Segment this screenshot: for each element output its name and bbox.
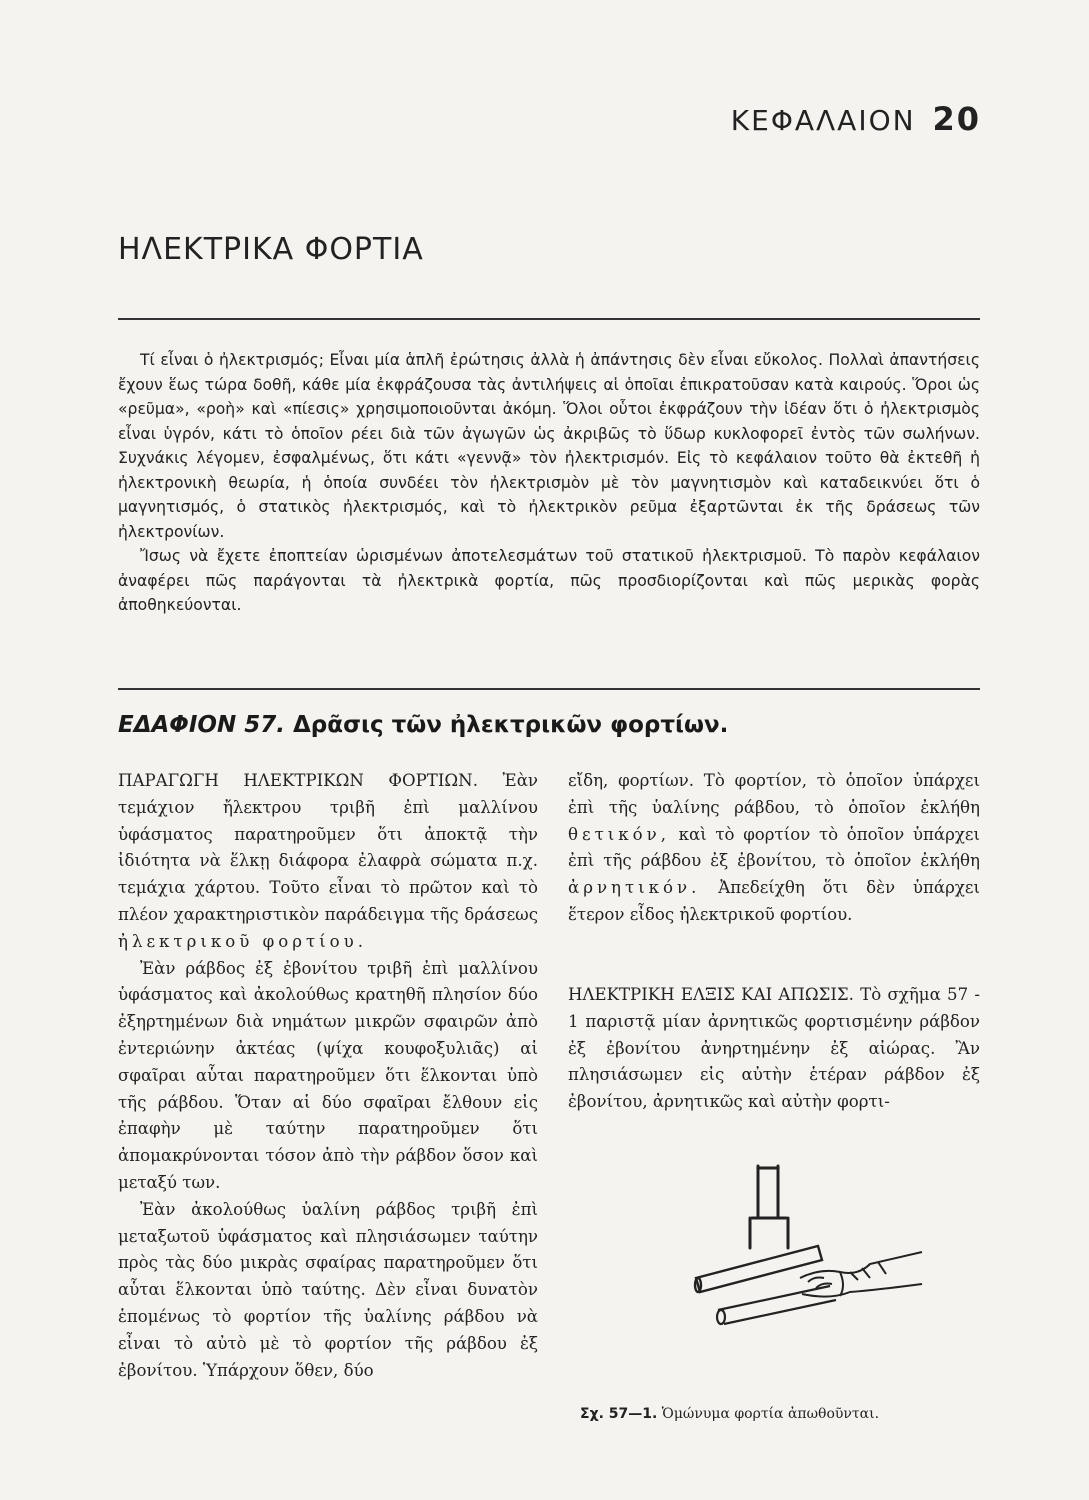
right-column-top (568, 768, 980, 929)
section-divider (118, 688, 980, 690)
right-paragraph-2-body: Τὸ σχῆμα 57 - 1 παριστᾷ μίαν ἀρνητικῶς φορτισμένην ράβδον ἐξ ἐβονίτου ἀνηρτημένην ἐξ αἰώρας. Ἂν πλησιάσωμεν εἰς αὐτὴν ἑτέραν ράβδον ἐξ ἐβονίτου, ἀρνητικῶς καὶ αὐτὴν φορτι- (568, 985, 981, 1112)
subheading-attraction: ΗΛΕΚΤΡΙΚΗ ΕΛΞΙΣ ΚΑΙ ΑΠΩΣΙΣ. (568, 985, 854, 1004)
chapter-number: 20 (932, 100, 981, 138)
emphasis-positive: θετικόν, (568, 824, 670, 844)
left-paragraph-1-body: Ἐὰν τεμάχιον ἤλεκτρου τριβῆ ἐπὶ μαλλίνου ὑφάσματος παρατηροῦμεν ὅτι ἀποκτᾷ τὴν ἰδιότητα νὰ ἕλκῃ διάφορα ἐλαφρὰ σώματα π.χ. τεμάχια χάρτου. Τοῦτο εἶναι τὸ πρῶτον καὶ τὸ πλέον χαρακτηριστικὸν παράδειγμα τῆς δράσεως (118, 771, 538, 924)
hand-sketch (800, 1252, 922, 1297)
subheading-production: ΠΑΡΑΓΩΓΗ ΗΛΕΚΤΡΙΚΩΝ ΦΟΡΤΙΩΝ. (118, 771, 478, 790)
intro-paragraph-2: Ἴσως νὰ ἔχετε ἐποπτείαν ὡρισμένων ἀποτελεσμάτων τοῦ στατικοῦ ἠλεκτρισμοῦ. Τὸ παρὸν κεφάλαιον ἀναφέρει πῶς παράγονται τὰ ἠλεκτρικὰ φορτία, πῶς προσδιορίζονται καὶ πῶς μερικὰς φορὰς ἀποθηκεύονται. (118, 547, 980, 614)
emphasis-negative: ἀρνητικόν. (568, 878, 701, 898)
emphasis-electric-charge: ἠλεκτρικοῦ φορτίου. (118, 931, 367, 951)
left-paragraph-2: Ἐὰν ράβδος ἐξ ἐβονίτου τριβῆ ἐπὶ μαλλίνου ὑφάσματος καὶ ἀκολούθως κρατηθῆ πλησίον δύο ἐξηρτημένων διὰ νημάτων μικρῶν σφαιρῶν ἀπὸ ἐντεριώνην ἀκτέας (ψίχα κουφοξυλιᾶς) αἱ σφαῖραι αὗται παρατηροῦμεν ὅτι ἕλκονται ὑπὸ τῆς ράβδου. Ὅταν αἱ δύο σφαῖραι ἔλθουν εἰς ἐπαφὴν μὲ ταύτην παρατηροῦμεν ὅτι ἀπομακρύνονται τόσον ἀπὸ τὴν ράβδον ὅσον καὶ μεταξύ των. (118, 958, 538, 1192)
section-heading (118, 712, 988, 738)
section-title: Δρᾶσις τῶν ἠλεκτρικῶν φορτίων. (293, 712, 729, 738)
hanging-ebonite-rod (696, 1246, 822, 1292)
intro-paragraph-1: Τί εἶναι ὁ ἠλεκτρισμός; Εἶναι μία ἁπλῆ ἐρώτησις ἀλλὰ ἡ ἀπάντησις δὲν εἶναι εὔκολος. Πολλαὶ ἀπαντήσεις ἔχουν ἕως τώρα δοθῆ, κάθε μία ἐκφράζουσα τὰς ἀντιλήψεις αἱ ὁποῖαι ἐπικρατοῦσαν κατὰ καιρούς. Ὅροι ὡς «ρεῦμα», «ροὴ» καὶ «πίεσις» χρησιμοποιοῦνται ἀκόμη. Ὅλοι οὗτοι ἐκφράζουν τὴν ἰδέαν ὅτι ὁ ἠλεκτρισμὸς εἶναι ὑγρόν, κάτι τὸ ὁποῖον ρέει διὰ τῶν ἀγωγῶν ὡς ἀκριβῶς τὸ ὕδωρ κυκλοφορεῖ ἐντὸς τῶν σωλήνων. Συχνάκις λέγομεν, ἐσφαλμένως, ὅτι κάτι «γεννᾷ» τὸν ἠλεκτρισμόν. Εἰς τὸ κεφάλαιον τοῦτο θὰ ἐκτεθῆ ἡ ἠλεκτρονικὴ θεωρία, ἡ ὁποία συνδέει τὸν ἠλεκτρισμὸν μὲ τὸν μαγνητισμὸν καὶ καταδεικνύει ὅτι ὁ μαγνητισμός, ὁ στατικὸς ἠλεκτρισμός, καὶ τὸ ἠλεκτρικὸν ρεῦμα ἐξαρτῶνται ἐκ τῆς δράσεως τῶν ἠλεκτρονίων. (118, 351, 980, 541)
left-paragraph-3: Ἐὰν ἀκολούθως ὑαλίνη ράβδος τριβῆ ἐπὶ μεταξωτοῦ ὑφάσματος καὶ πλησιάσωμεν ταύτην πρὸς τὰς δύο μικρὰς σφαίρας παρατηροῦμεν ὅτι αὗται ἕλκονται ὑπὸ ταύτης. Δὲν εἶναι δυνατὸν ἑπομένως τὸ φορτίον τῆς ὑαλίνης ράβδου νὰ εἶναι τὸ αὐτὸ μὲ τὸ φορτίον τῆς ράβδου ἐξ ἐβονίτου. Ὑπάρχουν ὅθεν, δύο (118, 1199, 538, 1380)
figure-caption-label: Σχ. 57—1. (580, 1406, 658, 1422)
left-column (118, 768, 538, 1384)
section-label: ΕΔΑΦΙΟΝ 57. (118, 712, 285, 738)
chapter-title: ΗΛΕΚΤΡΙΚΑ ΦΟΡΤΙΑ (118, 232, 424, 267)
figure-caption (580, 1406, 980, 1422)
approaching-rod-top (718, 1286, 830, 1310)
left-paragraph-1 (118, 768, 538, 956)
chapter-heading (731, 100, 981, 138)
stirrup-arms (750, 1218, 788, 1248)
figure-caption-text: Ὁμώνυμα φορτία ἀπωθοῦνται. (661, 1406, 880, 1422)
right-paragraph-2 (568, 982, 980, 1116)
top-divider (118, 318, 980, 320)
stirrup-left-wire (758, 1166, 778, 1218)
approaching-rod-end (717, 1310, 725, 1324)
right-paragraph-1-a: εἴδη, φορτίων. Τὸ φορτίον, τὸ ὁποῖον ὑπάρχει ἐπὶ τῆς ὑαλίνης ράβδου, τὸ ὁποῖον ἐκλήθη (568, 771, 980, 817)
right-paragraph-1 (568, 768, 980, 929)
intro-text (118, 348, 980, 618)
chapter-label: ΚΕΦΑΛΑΙΟΝ (730, 104, 916, 137)
right-paragraph-1-b: καὶ τὸ φορτίον τὸ ὁποῖον ὑπάρχει ἐπὶ τῆς ράβδου ἐξ ἐβονίτου, τὸ ὁποῖον ἐκλήθη (568, 824, 981, 871)
figure-suspended-rod (690, 1160, 930, 1410)
approaching-rod-bottom (724, 1300, 836, 1324)
right-paragraph-1-c: Ἀπεδείχθη ὅτι δὲν ὑπάρχει ἕτερον εἶδος ἠλεκτρικοῦ φορτίου. (568, 878, 980, 924)
right-column-middle (568, 982, 980, 1116)
